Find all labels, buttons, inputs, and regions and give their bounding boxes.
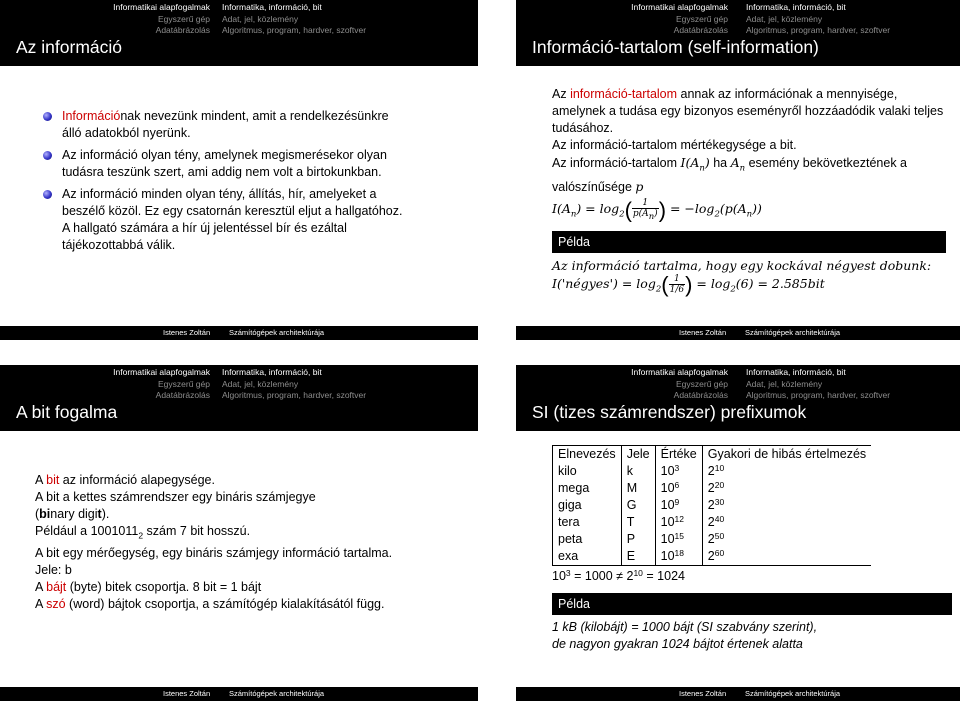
bullet-item: Az információ olyan tény, amelynek megismerésekor olyan tudásra teszünk szert, ami addig nem volt a birtokunkban. xyxy=(0,147,478,181)
bullet-ball-icon xyxy=(43,112,52,121)
nav-section-3[interactable]: Adatábrázolás xyxy=(673,25,728,35)
nav-subsection-2[interactable]: Adat, jel, közlemény xyxy=(222,13,299,24)
paragraph: Az információ-tartalom mértékegysége a bit. xyxy=(552,138,797,152)
slide-si-prefixumok xyxy=(516,365,960,701)
column-header: Elnevezés xyxy=(553,446,622,464)
slide-header xyxy=(0,0,478,66)
paragraph: Az információ-tartalom $I(A_n)$ ha $A_n$ esemény bekövetkeztének a valószínűsége p xyxy=(552,155,908,194)
footer-author: Istenes Zoltán xyxy=(679,689,727,698)
slide-title: A bit fogalma xyxy=(16,402,118,422)
slide-a-bit-fogalma xyxy=(0,365,478,701)
nav-subsection-1[interactable]: Informatika, információ, bit xyxy=(222,367,322,377)
text-line: A bájt (byte) bitek csoportja. 8 bit = 1 bájt xyxy=(35,579,262,594)
nav-section-2[interactable]: Egyszerű gép xyxy=(676,378,728,389)
footer-author: Istenes Zoltán xyxy=(163,689,211,698)
text-line: Például a $1001011_2$ szám 7 bit hosszú. xyxy=(35,524,251,541)
footer-course: Számítógépek architektúrája xyxy=(745,689,841,698)
inequality-line: $10^3 = 1000 \ne 2^{10} = 1024$ xyxy=(552,568,685,583)
slide-footer xyxy=(0,326,478,340)
slide-content xyxy=(552,86,946,299)
column-header: Jele xyxy=(621,446,655,464)
nav-subsection-1[interactable]: Informatika, információ, bit xyxy=(746,2,846,12)
bullet-ball-icon xyxy=(43,151,52,160)
nav-section-1[interactable]: Informatikai alapfogalmak xyxy=(113,367,210,377)
footer-course: Számítógépek architektúrája xyxy=(229,328,325,337)
nav-section-1[interactable]: Informatikai alapfogalmak xyxy=(631,2,728,12)
formula-self-information: $I(A_n) = \log_2$( $\frac{1}{p(A_n)}$ ) = $-\log_2(p(A_n))$ xyxy=(552,196,762,222)
text-line: (binary digit). xyxy=(35,507,110,521)
slide-content xyxy=(0,108,478,259)
footer-author: Istenes Zoltán xyxy=(163,328,211,337)
footer-course: Számítógépek architektúrája xyxy=(229,689,325,698)
footer-author: Istenes Zoltán xyxy=(679,328,727,337)
nav-subsection-2[interactable]: Adat, jel, közlemény xyxy=(746,378,823,389)
slide-footer xyxy=(516,326,960,340)
slide-header xyxy=(0,365,478,431)
nav-subsection-3[interactable]: Algoritmus, program, hardver, szoftver xyxy=(222,25,367,35)
bullet-item: Az információ minden olyan tény, állítás, hír, amelyeket a beszélő közöl. Ez egy csatornán keresztül eljut a hallgatóhoz. A hallgató számára a hír új jelentéssel bír és ezáltal tájékozottabbá válik. xyxy=(0,186,478,254)
table-row: mega M $10^6$ $2^{20}$ xyxy=(553,480,872,497)
slide-footer xyxy=(0,687,478,701)
nav-section-3[interactable]: Adatábrázolás xyxy=(155,25,210,35)
nav-subsection-3[interactable]: Algoritmus, program, hardver, szoftver xyxy=(222,390,367,400)
nav-subsection-3[interactable]: Algoritmus, program, hardver, szoftver xyxy=(746,25,891,35)
example-line: de nagyon gyakran 1024 bájtot értenek alatta xyxy=(552,637,803,651)
prefix-table xyxy=(552,445,871,566)
slide-title: Az információ xyxy=(16,37,123,57)
column-header: Gyakori de hibás értelmezés xyxy=(702,446,871,464)
nav-subsection-1[interactable]: Informatika, információ, bit xyxy=(746,367,846,377)
nav-section-3[interactable]: Adatábrázolás xyxy=(673,390,728,400)
formula-example: I('négyes') = $\log_2$( $\frac{1}{1/6}$ ) = $\log_2(6) = 2.585bit$ xyxy=(552,272,825,298)
nav-section-2[interactable]: Egyszerű gép xyxy=(158,378,210,389)
example-text: Az információ tartalma, hogy egy kockával négyest dobunk: xyxy=(552,258,932,274)
nav-subsection-2[interactable]: Adat, jel, közlemény xyxy=(746,13,823,24)
table-header-row xyxy=(553,446,872,464)
slide-content xyxy=(35,472,458,613)
table-row: kilo k $10^3$ $2^{10}$ xyxy=(553,463,872,480)
slide-header xyxy=(516,365,960,431)
bullet-item: Információnak nevezünk mindent, amit a rendelkezésünkre álló adatokból nyerünk. xyxy=(0,108,478,142)
paragraph: Az információ-tartalom annak az információnak a mennyisége, amelynek a tudása egy bizonyos eseményről hozzáadódik valaki teljes tudásához. xyxy=(552,87,944,135)
slide-content xyxy=(552,445,952,653)
nav-subsection-1[interactable]: Informatika, információ, bit xyxy=(222,2,322,12)
nav-section-2[interactable]: Egyszerű gép xyxy=(158,13,210,24)
table-row: peta P $10^{15}$ $2^{50}$ xyxy=(553,531,872,548)
nav-subsection-2[interactable]: Adat, jel, közlemény xyxy=(222,378,299,389)
text-line: A bit egy mérőegység, egy bináris számjegy információ tartalma. xyxy=(35,545,393,560)
table-row: tera T $10^{12}$ $2^{40}$ xyxy=(553,514,872,531)
nav-section-1[interactable]: Informatikai alapfogalmak xyxy=(631,367,728,377)
example-line: 1 kB (kilobájt) = 1000 bájt (SI szabvány szerint), xyxy=(552,620,818,634)
nav-subsection-3[interactable]: Algoritmus, program, hardver, szoftver xyxy=(746,390,891,400)
bullet-ball-icon xyxy=(43,190,52,199)
slide-az-informacio xyxy=(0,0,478,340)
table-row: giga G $10^9$ $2^{30}$ xyxy=(553,497,872,514)
table-row: exa E $10^{18}$ $2^{60}$ xyxy=(553,548,872,566)
slide-footer xyxy=(516,687,960,701)
text-line: A bit az információ alapegysége. xyxy=(35,473,215,487)
text-line: A bit a kettes számrendszer egy bináris számjegye xyxy=(35,490,316,504)
slide-title: Információ-tartalom (self-information) xyxy=(532,37,819,57)
footer-course: Számítógépek architektúrája xyxy=(745,328,841,337)
slide-header xyxy=(516,0,960,66)
slide-title: SI (tizes számrendszer) prefixumok xyxy=(532,402,807,422)
column-header: Értéke xyxy=(655,446,702,464)
slide-informacio-tartalom xyxy=(516,0,960,340)
text-line: A szó (word) bájtok csoportja, a számítógép kialakításától függ. xyxy=(35,596,385,611)
nav-section-2[interactable]: Egyszerű gép xyxy=(676,13,728,24)
example-block-header: Példa xyxy=(552,593,952,615)
nav-section-3[interactable]: Adatábrázolás xyxy=(155,390,210,400)
text-line: Jele: b xyxy=(35,562,72,577)
nav-section-1[interactable]: Informatikai alapfogalmak xyxy=(113,2,210,12)
example-block-header: Példa xyxy=(552,231,946,253)
